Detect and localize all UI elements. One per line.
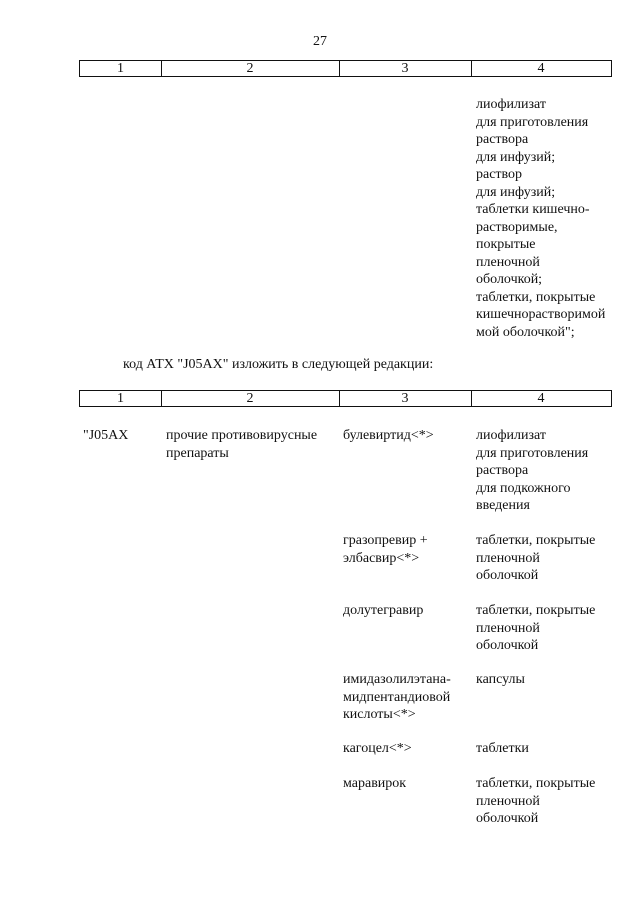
continuation-dosage-forms (476, 96, 605, 341)
drug-name (343, 532, 428, 567)
drug-name (343, 775, 406, 793)
drug-name-line: гразопревир + (343, 533, 428, 548)
column-header-2: 2 (246, 391, 254, 406)
dosage-form-line: оболочкой (476, 811, 539, 826)
drug-name-line: кислоты<*> (343, 707, 416, 722)
drug-dosage-forms (476, 532, 595, 585)
instruction-paragraph: код АТХ "J05AX" изложить в следующей редакции: (123, 357, 434, 372)
dosage-form-line: для приготовления (476, 445, 589, 461)
dosage-form-line: лиофилизат (476, 428, 547, 443)
dosage-form-line: таблетки, покрытые (476, 533, 596, 548)
drug-name-line: элбасвир<*> (343, 550, 420, 566)
dosage-form-line: таблетки, покрытые (476, 776, 596, 791)
drug-name-line: маравирок (343, 776, 407, 791)
dosage-form-line: покрытые (476, 237, 536, 252)
dosage-form-line: пленочной (476, 550, 540, 566)
dosage-form-line: оболочкой (476, 568, 539, 583)
drug-name-line: булевиртид<*> (343, 428, 434, 443)
drug-name (343, 602, 423, 620)
dosage-form-line: оболочкой; (476, 272, 543, 287)
drug-name-line: долутегравир (343, 603, 424, 618)
table-header-top (79, 60, 612, 77)
dosage-form-line: введения (476, 498, 530, 513)
dosage-form-line: раствора (476, 463, 529, 478)
drug-dosage-forms (476, 775, 595, 828)
drug-dosage-forms (476, 740, 529, 758)
dosage-form-line: раствора (476, 132, 529, 147)
drug-name (343, 740, 412, 758)
drug-dosage-forms (476, 671, 525, 689)
group-name-line: прочие противовирусные (166, 428, 318, 443)
dosage-form-line: таблетки, покрытые (476, 603, 596, 618)
table-header-second (79, 390, 612, 407)
drug-dosage-forms (476, 427, 588, 515)
dosage-form-line: пленочной (476, 620, 540, 636)
dosage-form-line: таблетки кишечно- (476, 202, 590, 217)
dosage-form-line: таблетки, покрытые (476, 289, 596, 305)
dosage-form-line: кишечнорастворимой (476, 307, 606, 322)
atc-code: "J05AX (83, 428, 129, 443)
dosage-form-line: для инфузий; (476, 149, 556, 165)
dosage-form-line: растворимые, (476, 219, 558, 235)
drug-name-line: кагоцел<*> (343, 741, 412, 756)
drug-name-line: мидпентандиовой (343, 689, 451, 705)
page-number: 27 (313, 34, 327, 49)
dosage-form-line: пленочной (476, 254, 540, 270)
column-header-1: 1 (117, 391, 124, 406)
drug-name (343, 427, 434, 445)
drug-dosage-forms (476, 602, 595, 655)
dosage-form-line: для инфузий; (476, 184, 556, 200)
group-name-line: препараты (166, 445, 229, 461)
column-header-3: 3 (401, 391, 409, 406)
column-header-4: 4 (537, 61, 545, 76)
dosage-form-line: капсулы (476, 672, 525, 687)
dosage-form-line: мой оболочкой"; (476, 324, 575, 340)
dosage-form-line: раствор (476, 167, 523, 182)
dosage-form-line: лиофилизат (476, 97, 547, 112)
column-header-2: 2 (246, 61, 254, 76)
dosage-form-line: для подкожного (476, 480, 571, 496)
column-header-3: 3 (401, 61, 409, 76)
column-header-1: 1 (117, 61, 124, 76)
dosage-form-line: для приготовления (476, 114, 589, 130)
dosage-form-line: таблетки (476, 741, 529, 756)
drug-name (343, 671, 451, 724)
dosage-form-line: оболочкой (476, 638, 539, 653)
group-name (166, 427, 317, 462)
drug-name-line: имидазолилэтана- (343, 672, 451, 687)
dosage-form-line: пленочной (476, 793, 540, 809)
column-header-4: 4 (537, 391, 545, 406)
